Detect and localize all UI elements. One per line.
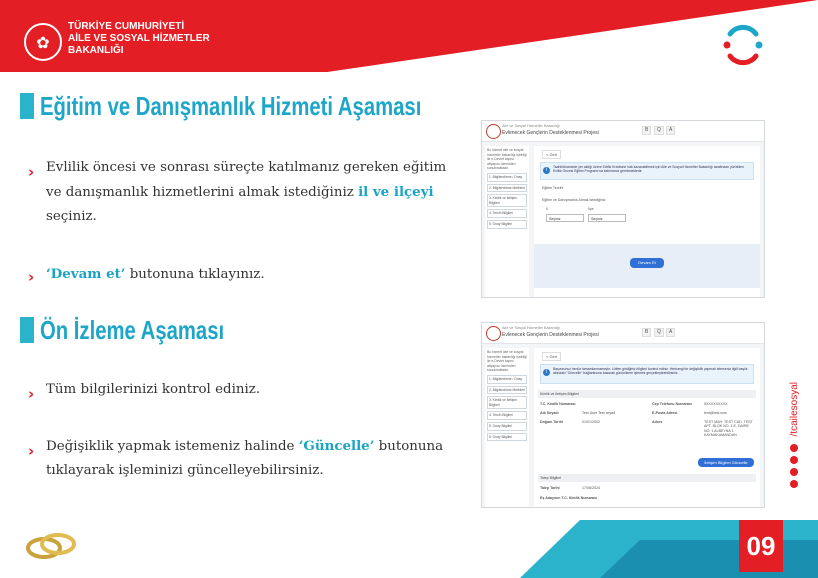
section-header: Kimlik ve İletişim Bilgileri	[538, 390, 756, 398]
section2-title: Ön İzleme Aşaması	[40, 315, 225, 345]
bottom-band	[0, 520, 818, 578]
social-links	[782, 380, 808, 488]
app-title: Evlenecek Gençlerin Desteklenmesi Projesi	[502, 332, 599, 338]
section2-bullet2: Değişiklik yapmak istemeniz halinde ‘Güncelle’ butonuna tıklayarak işleminizi güncelleyebilirsiniz.	[46, 438, 444, 478]
section2-bullet2-bold: ‘Güncelle’	[298, 438, 375, 454]
ilce-label: İlçe	[588, 207, 594, 211]
side-step[interactable]: 1. Bilgilendirme / Onay	[487, 375, 527, 384]
facebook-icon	[790, 480, 798, 488]
toolbar-button[interactable]: B	[642, 328, 651, 337]
main-panel: < Geri i Başvurunuz henüz tamamlanmamıştır. Lütfen girdiğiniz bilgileri kontrol ediniz. Herhangi bir değişiklik yapmak isterseniz ilgili başlık altındaki "Güncelle" bağlantısına basarak güncelleme işlemini gerçekleştirebilirsiniz. Kimlik ve İletişim Bilgileri T.C. Kimlik Numarası Cep Telefonu Numarası 5XXXXXXXXX Adı Soyadı Test User Test seyad E-Posta Adresi test@test.com Doğum Tarihi 01/01/2002 Adres TEST MAH. TEST CAD. TEST APT. BLOK NO. 1 E, DAİRE NO: 1 ALBEYNA 1 KAYMAKAMANDAN İletişim Bilgileri Güncelle Talep Bilgileri Talep Tarihi 17/06/2024 Eş Adayının T.C. Kimlik Numarası	[534, 348, 760, 507]
social-handle: /tcailesosyal	[789, 382, 800, 437]
back-button[interactable]: < Geri	[542, 150, 561, 159]
section1-bullet2: ‘Devam et’ butonuna tıklayınız.	[46, 266, 265, 282]
side-step[interactable]: 6. Onay Bilgileri	[487, 433, 527, 442]
back-button[interactable]: < Geri	[542, 352, 561, 361]
seal-icon	[486, 124, 501, 139]
ministry-line3: BAKANLIĞI	[68, 45, 124, 56]
screenshot-education	[481, 120, 765, 298]
side-step[interactable]: 2. Bilgilendirme Metinleri	[487, 184, 527, 193]
app-header: Aile ve Sosyal Hizmetler Bakanlığı Evlenecek Gençlerin Desteklenmesi Projesi B Q A	[482, 323, 764, 344]
main-panel	[534, 146, 760, 297]
continue-button[interactable]: Devam Et	[630, 258, 664, 268]
sidebar: Bu hizmet aile ve sosyal hizmetler bakanlığı işbirliği ile e-Devlet kapısı altyapısı üzerinden sunulmaktadır. 1. Bilgilendirme / Onay 2. Bilgilendirme Metinleri 3. Kimlik ve İletişim Bilgileri 4. Tercih Bilgileri 5. Onay Bilgileri 6. Onay Bilgileri	[485, 348, 529, 507]
side-step[interactable]: 2. Bilgilendirme Metinleri	[487, 386, 527, 395]
search-icon[interactable]: Q	[654, 126, 664, 135]
ministry-line2: AİLE VE SOSYAL HİZMETLER	[68, 33, 210, 44]
section-label: Eğitim Tercihi	[542, 186, 564, 190]
section2-bullet1: Tüm bilgilerinizi kontrol ediniz.	[46, 382, 261, 397]
bullet-chevron-icon: ›	[28, 163, 35, 181]
app-title: Evlenecek Gençlerin Desteklenmesi Projesi	[502, 130, 599, 136]
side-step[interactable]: 4. Tercih Bilgileri	[487, 411, 527, 420]
side-step[interactable]: 5. Onay Bilgileri	[487, 220, 527, 229]
seal-icon	[486, 326, 501, 341]
section1-bullet1: Evlilik öncesi ve sonrası süreçte katılmanız gereken eğitim ve danışmanlık hizmetlerini almak istediğiniz il ve ilçeyi seçiniz.	[46, 160, 447, 224]
info-icon: i	[543, 369, 550, 376]
section1-marker	[20, 93, 34, 119]
section1-bullet1-bold: il ve ilçeyi	[358, 184, 434, 200]
bullet-chevron-icon: ›	[28, 268, 35, 286]
il-label: İl	[546, 207, 548, 211]
search-icon[interactable]: Q	[654, 328, 664, 337]
bullet-chevron-icon: ›	[28, 385, 35, 403]
ministry-logo-icon: ✿	[24, 23, 62, 61]
info-box: i Başvurunuz henüz tamamlanmamıştır. Lütfen girdiğiniz bilgileri kontrol ediniz. Herhangi bir değişiklik yapmak isterseniz ilgili başlık altındaki "Güncelle" bağlantısına basarak güncelleme işlemini gerçekleştirebilirsiniz.	[540, 364, 754, 384]
info-icon: i	[543, 167, 550, 174]
side-step[interactable]: 3. Kimlik ve İletişim Bilgileri	[487, 396, 527, 409]
il-select[interactable]: Seçiniz	[546, 214, 584, 222]
section-header: Talep Bilgileri	[538, 474, 756, 482]
screenshot-preview	[481, 322, 765, 508]
side-step[interactable]: 1. Bilgilendirme / Onay	[487, 173, 527, 182]
section2-marker	[20, 317, 34, 343]
wedding-rings-icon	[22, 526, 80, 564]
update-button[interactable]: İletişim Bilgileri Güncelle	[698, 458, 754, 467]
page-number: 09	[739, 520, 783, 572]
sidebar: Bu hizmet aile ve sosyal hizmetler bakanlığı işbirliği ile e-Devlet kapısı altyapısı üzerinden sunulmaktadır. 1. Bilgilendirme / Onay 2. Bilgilendirme Metinleri 3. Kimlik ve İletişim Bilgileri 4. Tercih Bilgileri 5. Onay Bilgileri	[485, 146, 529, 297]
ministry-name	[68, 21, 210, 57]
font-size-button[interactable]: A	[666, 328, 675, 337]
toolbar-button[interactable]: B	[642, 126, 651, 135]
brand-logo-icon	[720, 22, 766, 68]
instagram-icon	[790, 456, 798, 464]
youtube-icon	[790, 444, 798, 452]
side-step[interactable]: 4. Tercih Bilgileri	[487, 209, 527, 218]
side-step[interactable]: 5. Onay Bilgileri	[487, 422, 527, 431]
ministry-line1: TÜRKİYE CUMHURİYETİ	[68, 21, 185, 32]
field-label: Eğitim ve Danışmanlık Almak İstediğiniz	[542, 198, 606, 202]
ilce-select[interactable]: Seçiniz	[588, 214, 626, 222]
info-box: i Taahhütnamede yer aldığı üzere Evlilik Kredisine hak kazanabilmek için Aile ve Sosyal Hizmetler Bakanlığı tarafından yürütülen Evlilik Öncesi Eğitim Programı'na katılmanız gerekmektedir.	[540, 162, 754, 180]
app-header: Aile ve Sosyal Hizmetler Bakanlığı Evlenecek Gençlerin Desteklenmesi Projesi B Q A	[482, 121, 764, 142]
section1-title: Eğitim ve Danışmanlık Hizmeti Aşaması	[40, 91, 422, 121]
section1-bullet2-bold: ‘Devam et’	[46, 266, 126, 282]
side-step[interactable]: 3. Kimlik ve İletişim Bilgileri	[487, 194, 527, 207]
bullet-chevron-icon: ›	[28, 442, 35, 460]
twitter-icon	[790, 468, 798, 476]
font-size-button[interactable]: A	[666, 126, 675, 135]
